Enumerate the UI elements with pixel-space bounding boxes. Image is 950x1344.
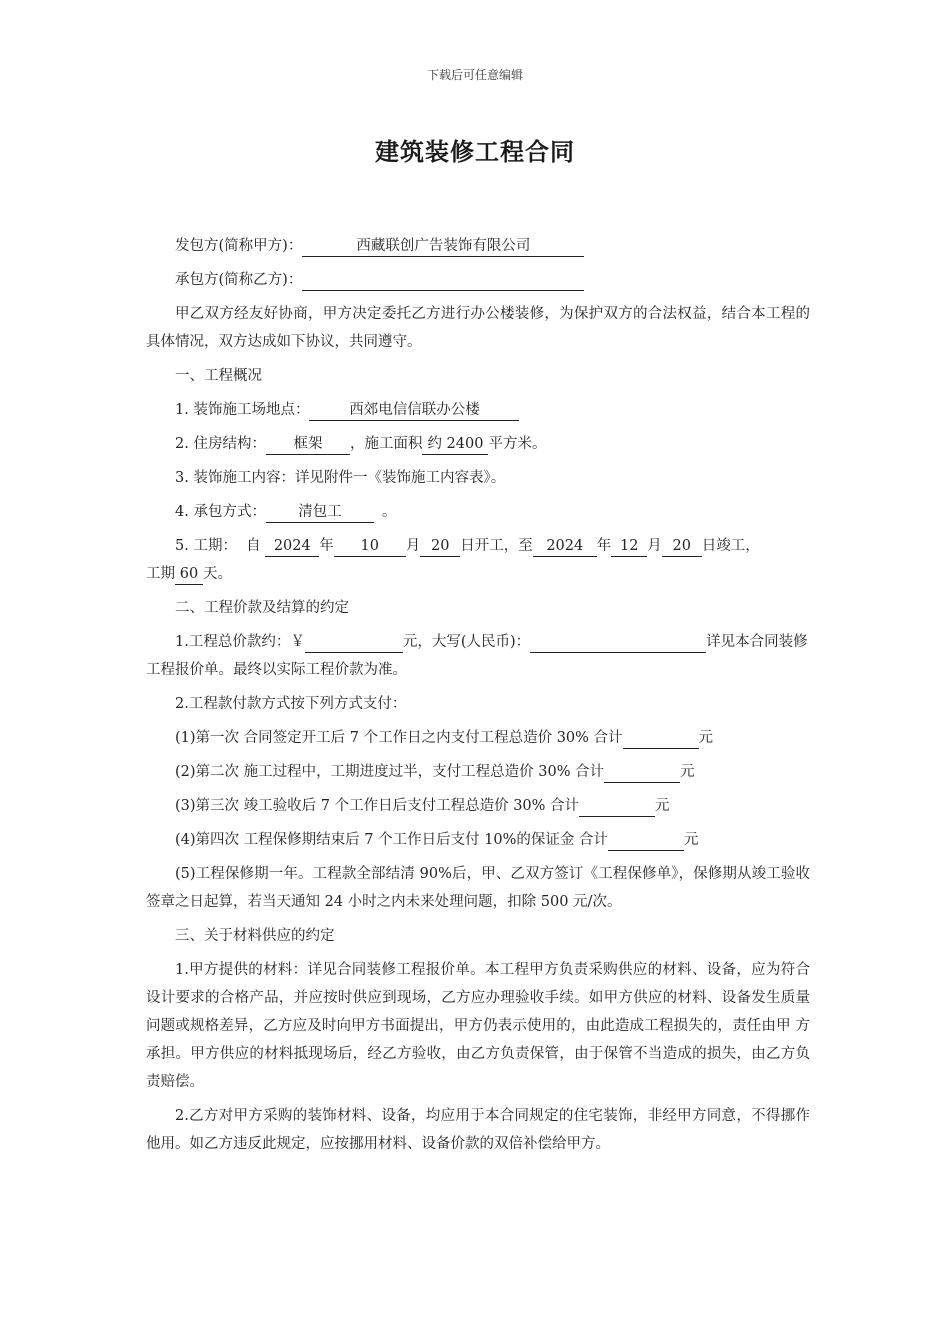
materials-paragraph-2: 2.乙方对甲方采购的装饰材料、设备，均应用于本合同规定的住宅装饰，非经甲方同意，不得挪作他用。如乙方违反此规定，应按挪用材料、设备价款的双倍补偿给甲方。 — [146, 1108, 810, 1152]
total-price-line — [146, 628, 810, 684]
end-day-text: 日竣工， — [701, 538, 760, 554]
area-unit: 平方米。 — [488, 436, 547, 452]
structure-value: 框架 — [266, 435, 350, 455]
payment-1-unit: 元 — [698, 730, 714, 746]
year-char-2: 年 — [596, 538, 612, 554]
end-year: 2024 — [533, 537, 597, 557]
capital-label: 元，大写(人民币)： — [402, 634, 531, 650]
section-3-heading: 三、关于材料供应的约定 — [175, 928, 335, 944]
payment-1 — [146, 724, 810, 752]
total-price-note: 详见本合同装修工程报价单。最终以实际工程价款为准。 — [146, 634, 808, 678]
structure-label: 2. 住房结构： — [175, 436, 266, 452]
party-b-value — [302, 271, 584, 291]
payment-1-text: (1)第一次 合同签定开工后 7 个工作日之内支付工程总造价 30% 合计 — [175, 730, 623, 746]
payment-2-blank — [604, 763, 680, 783]
site-location-value: 西郊电信信联办公楼 — [309, 401, 519, 421]
party-a-label: 发包方(简称甲方)： — [175, 238, 303, 254]
payment-3-blank — [579, 797, 655, 817]
contract-body — [146, 232, 810, 1158]
contract-mode-line — [146, 498, 810, 526]
payment-3 — [146, 792, 810, 820]
payment-3-text: (3)第三次 竣工验收后 7 个工作日后支付工程总造价 30% 合计 — [175, 798, 580, 814]
site-location-label: 1. 装饰施工场地点： — [175, 402, 310, 418]
area-value: 约 2400 — [422, 435, 488, 455]
contract-title: 建筑装修工程合同 — [375, 138, 575, 166]
contract-mode-label: 4. 承包方式： — [175, 504, 266, 520]
area-label: ，施工面积 — [349, 436, 423, 452]
period-line — [146, 560, 810, 588]
capital-blank — [530, 633, 706, 653]
intro-paragraph: 甲乙双方经友好协商，甲方决定委托乙方进行办公楼装修，为保护双方的合法权益，结合本工程的具体情况，双方达成如下协议，共同遵守。 — [146, 306, 810, 350]
month-char: 月 — [405, 538, 421, 554]
site-location-line — [146, 396, 810, 424]
scope-line: 3. 装饰施工内容：详见附件一《装饰施工内容表》。 — [175, 470, 506, 486]
contract-mode-value: 清包工 — [266, 503, 374, 523]
payment-2-text: (2)第二次 施工过程中，工期进度过半，支付工程总造价 30% 合计 — [175, 764, 605, 780]
period-unit: 天。 — [203, 566, 232, 582]
section-1-heading: 一、工程概况 — [175, 368, 262, 384]
header-note: 下载后可任意编辑 — [426, 68, 523, 82]
party-a-line — [146, 232, 810, 260]
party-b-line — [146, 266, 810, 294]
party-b-label: 承包方(简称乙方)： — [175, 272, 303, 288]
section-2-heading: 二、工程价款及结算的约定 — [175, 600, 349, 616]
start-day: 20 — [420, 537, 460, 557]
structure-line — [146, 430, 810, 458]
total-price-blank — [305, 633, 403, 653]
payment-method-line: 2.工程款付款方式按下列方式支付： — [175, 696, 407, 712]
materials-paragraph-1: 1.甲方提供的材料：详见合同装修工程报价单。本工程甲方负责采购供应的材料、设备，应为符合设计要求的合格产品，并应按时供应到现场，乙方应办理验收手续。如甲方供应的材料、设备发生质量问题或规格差异，乙方应及时向甲方书面提出，甲方仍表示使用的，由此造成工程损失的，责任由甲 方承担。甲方供应的材料抵现场后，经乙方验收，由乙方负责保管，由于保管不当造成的损失，由乙方负责赔偿。 — [146, 962, 810, 1090]
year-char: 年 — [319, 538, 334, 554]
payment-4-unit: 元 — [684, 832, 699, 848]
payment-4 — [146, 826, 810, 854]
schedule-line — [146, 532, 810, 560]
payment-2-unit: 元 — [680, 764, 695, 780]
end-day: 20 — [662, 537, 702, 557]
warranty-paragraph: (5)工程保修期一年。工程款全部结清 90%后，甲、乙双方签订《工程保修单》，保修期从竣工验收签章之日起算，若当天通知 24 小时之内未来处理问题，扣除 500 元/次。 — [146, 866, 810, 910]
start-month: 10 — [334, 537, 406, 557]
payment-2 — [146, 758, 810, 786]
payment-1-blank — [623, 729, 699, 749]
payment-4-blank — [608, 831, 684, 851]
payment-3-unit: 元 — [655, 798, 670, 814]
payment-4-text: (4)第四次 工程保修期结束后 7 个工作日后支付 10%的保证金 合计 — [175, 832, 609, 848]
total-price-label: 1.工程总价款约：￥ — [175, 634, 305, 650]
contract-mode-end: 。 — [381, 504, 397, 520]
end-month: 12 — [611, 537, 647, 557]
period-label: 工期 — [146, 566, 175, 582]
start-day-text: 日开工，至 — [460, 538, 533, 554]
start-year: 2024 — [265, 537, 319, 557]
party-a-value: 西藏联创广告装饰有限公司 — [302, 237, 584, 257]
period-value: 60 — [175, 565, 203, 585]
month-char-2: 月 — [647, 538, 662, 554]
schedule-label: 5. 工期： 自 — [175, 538, 266, 554]
